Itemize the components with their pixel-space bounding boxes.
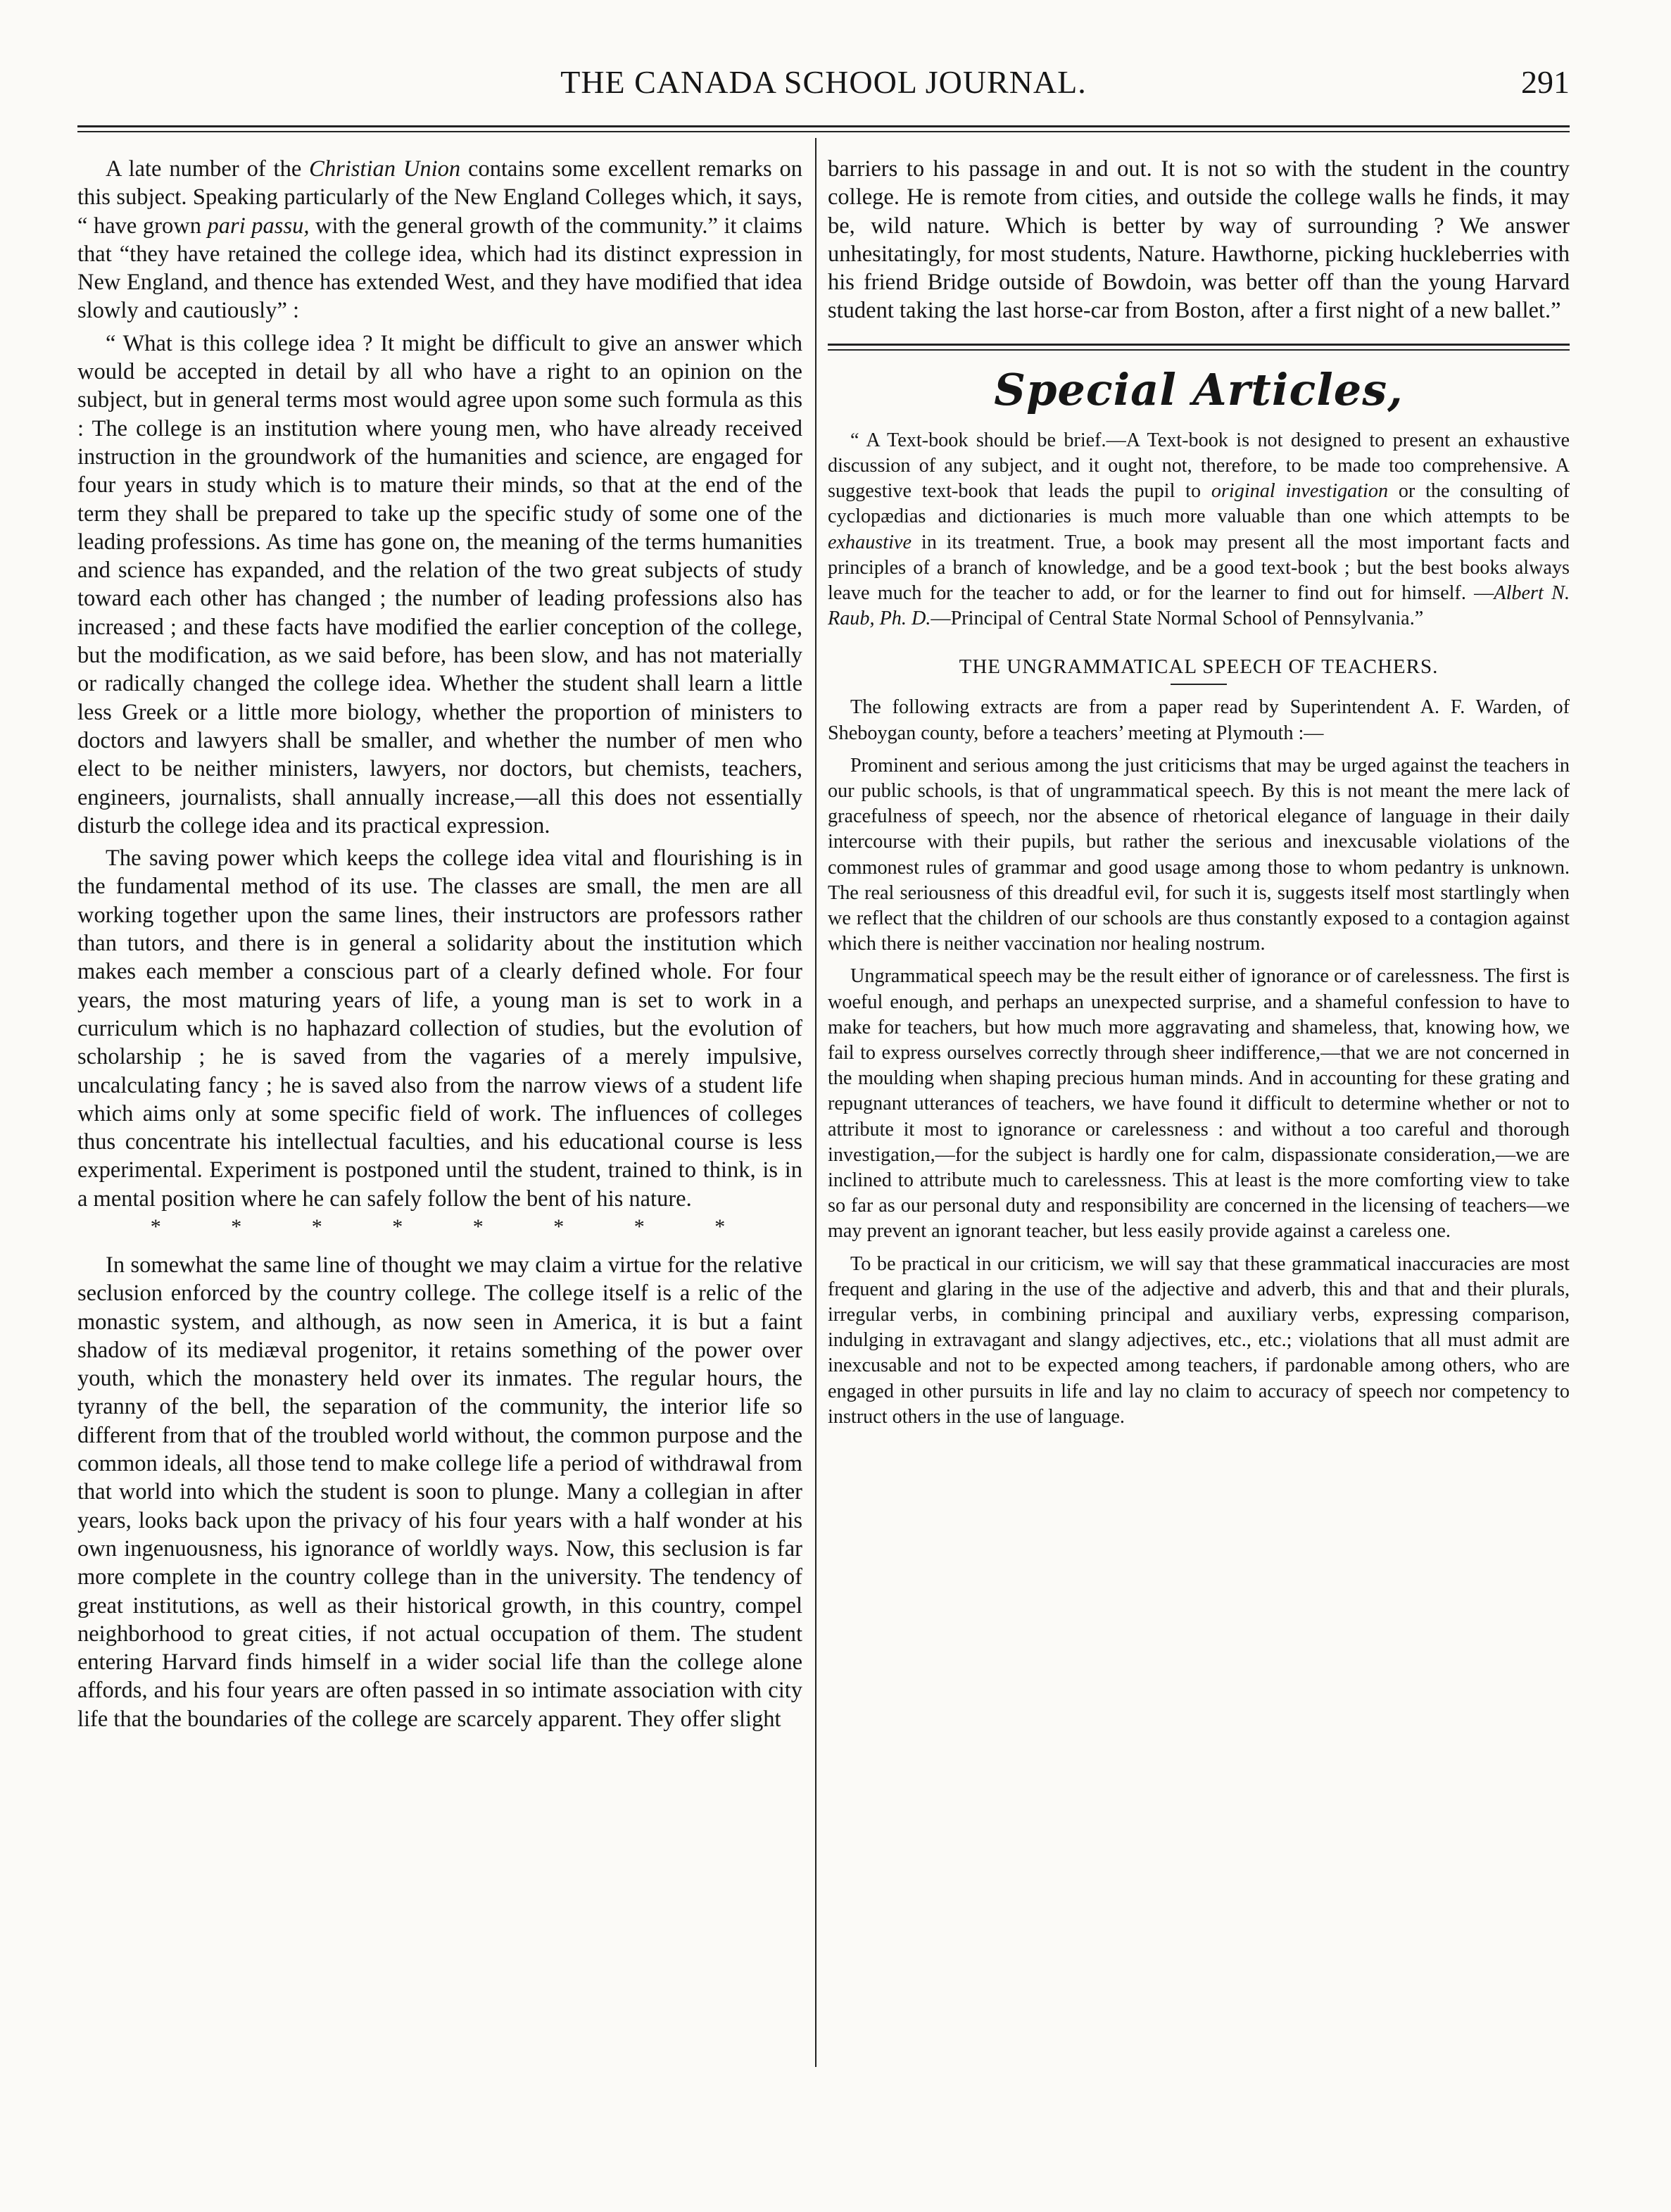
emphasis: exhaustive	[828, 531, 912, 553]
emphasis: original investigation	[1211, 480, 1389, 503]
paragraph-practical: To be practical in our criticism, we will say that these grammatical inaccuracies are most frequent and glaring in the use of the adjective and adverb, this and that and their plurals, irregular verbs, in combining principal and auxiliary verbs, expressing comparison, indulging in extravagant and slangy adjectives, etc., etc.; violations that all must admit are inexcusable and not to be expected among teachers, if pardonable among others, who are engaged in other pursuits in life and lay no claim to accuracy of speech nor competency to instruct others in the use of language.	[828, 1252, 1570, 1428]
text-run: in its treatment. True, a book may present all the most important facts and principles of a branch of knowledge, and be a good text-book ; but the best books always leave much for the teacher to add, or for the learner to find out for himself. —	[828, 531, 1570, 604]
heading-rule	[1171, 684, 1227, 685]
paragraph-prominent: Prominent and serious among the just criticisms that may be urged against the teachers in our public schools, is that of ungrammatical speech. By this is not meant the mere lack of gracefulness of speech, nor the absence of rhetorical elegance of language in their daily intercourse with their pupils, but rather the serious and inexcusable violations of the commonest rules of grammar and good usage among those to whom pedantry is unknown. The real seriousness of this dreadful evil, for such it is, suggests itself most startlingly when we reflect that the children of our schools are thus constantly exposed to a contagion against which there is neither vaccination nor healing nostrum.	[828, 754, 1570, 955]
paragraph-continuation: barriers to his passage in and out. It is not so with the student in the country college. He is remote from cities, and outside the college walls he finds, it may be, wild nature. Which is better by way of surrounding ? We answer unhesitatingly, for most students, Nature. Hawthorne, picking huckleberries with his friend Bridge outside of Bowdoin, was better off than the young Harvard student taking the last horse-car from Boston, after a first night of a new ballet.”	[828, 156, 1570, 324]
paragraph-saving-power: The saving power which keeps the college idea vital and flourishing is in the fundamental method of its use. The classes are small, the men are all working together upon the same lines, their instructors are professors rather than tutors, and there is in general a solidarity about the institution which makes each member a conscious part of a clearly defined whole. For four years, the most maturing years of life, a young man is set to work in a curriculum which is no haphazard collection of studies, but the evolution of scholarship ; he is saved from the vagaries of a merely impulsive, uncalculating fancy ; he is saved also from the narrow views of a student life which aims only at some specific field of work. The influences of colleges thus concentrate his intellectual faculties, and his educational course is less experimental. Experiment is postponed until the student, trained to think, is in a mental position where he can safely follow the bent of his nature.	[77, 846, 802, 1212]
section-break-stars: * * * * * * * *	[150, 1214, 758, 1238]
publication-name: Christian Union	[309, 156, 461, 182]
paragraph-ignorance: Ungrammatical speech may be the result either of ignorance or of carelessness. The first is woeful enough, and perhaps an unexpected surprise, and a shameful confession to have to make for teachers, but how much more aggravating and shameless, that, knowing how, we fail to express ourselves correctly through sheer indifference,—that we are not concerned in the moulding when shaping precious human minds. And in accounting for these grating and repugnant utterances of teachers, we have found it difficult to determine whether or not to attribute it most to ignorance or carelessness : and without a too careful and thorough investigation,—for the subject is hardly one for calm, dispassionate consideration,—we are inclined to attribute much to carelessness. This at least is the more comforting view to take so far as our personal duty and responsibility are concerned in the licensing of teachers—we may prevent an ignorant teacher, but less easily provide against a careless one.	[828, 965, 1570, 1243]
header-rule	[77, 125, 1570, 127]
quote-author: Albert N. Raub, Ph. D.	[828, 582, 1570, 630]
paragraph-intro: The following extracts are from a paper read by Superintendent A. F. Warden, of Sheboygan county, before a teachers’ meeting at Plymouth :—	[828, 696, 1570, 744]
right-column	[828, 155, 1570, 1430]
paragraph-christian-union	[77, 155, 802, 325]
text-run: “ A Text-book should be brief.—A Text-book is not designed to present an exhaustive discussion of any subject, and it ought not, therefore, to be made too comprehensive. A suggestive text-book that leads the pupil to	[828, 429, 1570, 503]
paragraph-text-book-quote	[828, 428, 1570, 632]
latin-phrase: pari passu,	[207, 213, 310, 239]
paragraph-college-idea: “ What is this college idea ? It might be difficult to give an answer which would be accepted in detail by all who have a right to an opinion on the subject, but in general terms most would agree upon some such formula as this : The college is an institution where young men, who have already received instruction in the groundwork of the humanities and science, are engaged for four years in study which is to mature their minds, so that at the end of the term they shall be prepared to take up the specific study of some one of the leading professions. As time has gone on, the meaning of the terms humanities and science has expanded, and the relation of the two great subjects of study toward each other has changed ; the number of leading professions also has increased ; and these facts have modified the earlier conception of the college, but the modification, as we said before, has been slow, and has not materially or radically changed the college idea. Whether the student shall learn a little less Greek or a little more biology, whether the proportion of ministers to doctors and lawyers shall be smaller, and whether the number of men who elect to be neither ministers, lawyers, nor doctors, but chemists, teachers, engineers, journalists, shall annually increase,—all this does not essentially disturb the college idea and its practical expression.	[77, 330, 802, 838]
text-run: with the general growth of the community.” it claims that “they have retained the college idea, which had its distinct expression in New England, and thence has extended West, and they have modified that idea slowly and cautiously” :	[77, 213, 802, 324]
column-divider	[815, 138, 816, 2067]
section-rule	[828, 344, 1570, 346]
text-run: —Principal of Central State Normal School of Pennsylvania.”	[931, 608, 1424, 630]
paragraph-seclusion: In somewhat the same line of thought we may claim a virtue for the relative seclusion enforced by the country college. The college itself is a relic of the monastic system, and although, as now seen in America, it is but a faint shadow of its mediæval progenitor, it retains something of the power over youth, which the monastery held over its inmates. The regular hours, the tyranny of the bell, the separation of the community, the interior life so different from that of the troubled world without, the common purpose and the common ideals, all those tend to make college life a period of withdrawal from that world into which the student is soon to plunge. Many a collegian in after years, looks back upon the privacy of his four years with a half wonder at his own ingenuousness, his ignorance of worldly ways. Now, this seclusion is far more complete in the country college than in the university. The tendency of great institutions, as well as their historical growth, in this country, compel neighborhood to great cities, if not actual occupation of them. The student entering Harvard finds himself in a wider social life than the college alone affords, and his four years are often passed in so intimate association with city life that the boundaries of the college are scarcely apparent. They offer slight	[77, 1252, 802, 1732]
text-run: contains some excellent remarks on this subject. Speaking particularly of the New England Colleges which, it says, “ have grown	[77, 156, 802, 239]
text-run: A late number of the	[106, 156, 310, 182]
page-header	[77, 63, 1570, 113]
special-articles-body	[828, 428, 1570, 1430]
section-title: Special Articles,	[994, 363, 1404, 415]
left-column	[77, 155, 802, 1733]
continuation-block	[828, 155, 1570, 325]
section-rule-secondary	[828, 349, 1570, 351]
journal-title: THE CANADA SCHOOL JOURNAL.	[560, 64, 1087, 100]
page-number: 291	[1521, 64, 1570, 100]
header-rule-secondary	[77, 131, 1570, 132]
text-run: or the consulting of cyclopædias and dictionaries is much more valuable than one which attempts to be	[828, 480, 1570, 528]
article-heading: THE UNGRAMMATICAL SPEECH OF TEACHERS.	[959, 655, 1439, 679]
